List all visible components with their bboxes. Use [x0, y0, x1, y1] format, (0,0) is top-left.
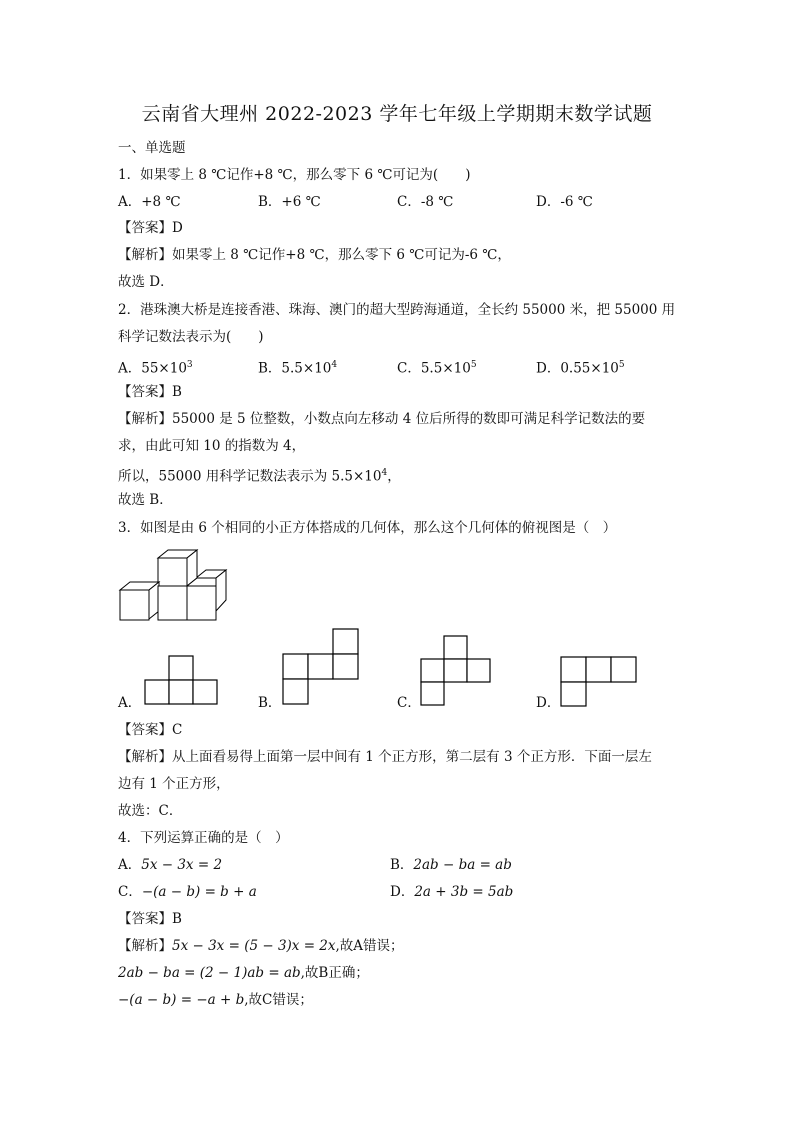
q4-option-c: C．−(a − b) = b + a [118, 884, 257, 900]
q2-analysis-4: 故选 B． [118, 492, 173, 508]
q2-analysis-2: 求，由此可知 10 的指数为 4， [118, 438, 306, 454]
q2-answer: 【答案】B [118, 384, 182, 400]
q4-option-d: D．2a + 3b = 5ab [390, 884, 514, 900]
cube-figure [118, 548, 228, 623]
q3-option-b-figure [282, 628, 362, 708]
q2-option-b: B．$5.5\times 10^4$ [258, 360, 338, 377]
q1-analysis-2: 故选 D． [118, 274, 174, 290]
q3-analysis-2: 边有 1 个正方形， [118, 776, 230, 792]
q3-analysis-3: 故选：C． [118, 803, 183, 819]
q3-option-a-figure [144, 655, 220, 707]
q3-answer: 【答案】C [118, 722, 183, 738]
q3-option-a-label: A． [118, 695, 142, 711]
q2-analysis-1: 【解析】55000 是 5 位整数，小数点向左移动 4 位后所得的数即可满足科学记数法的要 [118, 411, 646, 427]
q2-option-c: C．$5.5\times 10^5$ [397, 360, 477, 377]
q2-stem-1: 2．港珠澳大桥是连接香港、珠海、澳门的超大型跨海通道，全长约 55000 米，把 55000 用 [118, 302, 676, 318]
q4-option-a: A．5x − 3x = 2 [118, 857, 223, 873]
q3-option-d-label: D． [536, 695, 561, 711]
q2-option-a: A．$55\times 10^3$ [118, 360, 193, 377]
q1-analysis-1: 【解析】如果零上 8 ℃记作+8 ℃，那么零下 6 ℃可记为-6 ℃， [118, 247, 511, 263]
q3-option-c-figure [420, 635, 496, 707]
q3-option-d-figure [560, 656, 640, 708]
q1-stem: 1．如果零上 8 ℃记作+8 ℃，那么零下 6 ℃可记为( ) [118, 167, 471, 183]
q4-answer: 【答案】B [118, 911, 182, 927]
q3-option-c-label: C． [397, 695, 421, 711]
q4-stem: 4．下列运算正确的是（ ） [118, 830, 289, 846]
cube-left [120, 582, 159, 620]
q2-option-d: D．$0.55\times 10^5$ [536, 360, 625, 377]
q4-analysis-2: 2ab − ba = (2 − 1)ab = ab,故B正确； [118, 965, 369, 981]
q1-option-a: A．+8 ℃ [118, 194, 181, 210]
q1-answer: 【答案】D [118, 220, 183, 236]
q2-stem-2: 科学记数法表示为( ) [118, 329, 264, 345]
section-heading: 一、单选题 [118, 140, 186, 156]
q3-analysis-1: 【解析】从上面看易得上面第一层中间有 1 个正方形，第二层有 3 个正方形．下面一层左 [118, 749, 652, 765]
q3-option-b-label: B． [258, 695, 282, 711]
q4-analysis-3: −(a − b) = −a + b,故C错误； [118, 992, 313, 1008]
cube-top-middle [158, 550, 197, 586]
q4-option-b: B．2ab − ba = ab [390, 857, 512, 873]
q1-option-b: B．+6 ℃ [258, 194, 321, 210]
q1-option-c: C．-8 ℃ [397, 194, 454, 210]
q1-option-d: D．-6 ℃ [536, 194, 593, 210]
page-title: 云南省大理州 2022-2023 学年七年级上学期期末数学试题 [141, 103, 653, 125]
q3-stem: 3．如图是由 6 个相同的小正方体搭成的几何体，那么这个几何体的俯视图是（ ） [118, 520, 617, 536]
q2-analysis-3: 所以，55000 用科学记数法表示为 $5.5\times 10^4$， [118, 468, 401, 485]
q4-analysis-1: 【解析】5x − 3x = (5 − 3)x = 2x,故A错误； [118, 938, 404, 954]
